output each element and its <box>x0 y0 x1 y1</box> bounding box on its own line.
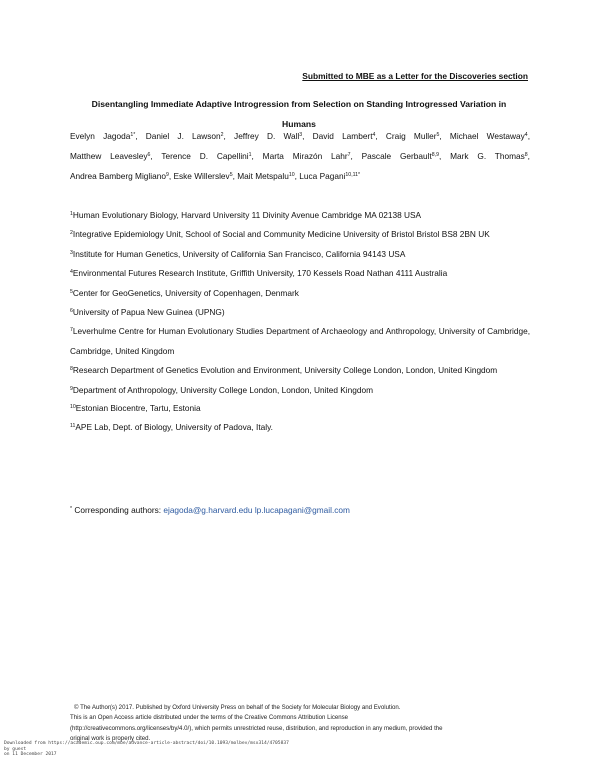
affiliation-number: 10 <box>70 404 76 411</box>
affiliation-number: 11 <box>70 422 76 429</box>
affiliation-text: Center for GeoGenetics, University of Copenhagen, Denmark <box>72 287 299 298</box>
author-affiliation-mark: 10,11* <box>345 172 361 178</box>
author-affiliation-mark: 1 <box>248 152 252 158</box>
email-link-2[interactable]: lp.lucapagani@gmail.com <box>252 505 350 515</box>
corresponding-authors <box>70 505 350 515</box>
affiliation-item <box>70 225 530 244</box>
affiliation-text: APE Lab, Dept. of Biology, University of Padova, Italy. <box>75 421 273 432</box>
title-line-1: Disentangling Immediate Adaptive Introgression from Selection on Standing Introgressed Variation in <box>91 99 507 109</box>
affiliation-item <box>70 399 530 418</box>
license-line-1: This is an Open Access article distributed under the terms of the Creative Commons Attribution License <box>70 714 349 722</box>
corresponding-mark: * <box>70 506 73 512</box>
affiliation-text: Research Department of Genetics Evolution and Environment, University College London, London, United Kingdom <box>72 365 498 376</box>
author-affiliation-mark: 10 <box>288 172 295 178</box>
affiliation-list <box>70 206 530 436</box>
author-affiliation-mark: 2 <box>220 132 224 138</box>
affiliation-text: University of Papua New Guinea (UPNG) <box>72 307 225 318</box>
author-name: Jeffrey D. Wall <box>234 131 300 141</box>
affiliation-number: 8 <box>70 366 73 373</box>
author-name: Craig Muller <box>385 131 437 141</box>
author-affiliation-mark: 9 <box>165 172 169 178</box>
affiliation-item <box>70 322 530 361</box>
affiliation-text: Integrative Epidemiology Unit, School of Social and Community Medicine University of Bristol Bristol BS8 2BN UK <box>72 229 490 240</box>
download-stamp-line-2: by guest <box>4 746 27 752</box>
affiliation-item <box>70 361 530 380</box>
author-name: Evelyn Jagoda <box>70 131 131 141</box>
download-stamp <box>4 741 289 758</box>
affiliation-text: Human Evolutionary Biology, Harvard University 11 Divinity Avenue Cambridge MA 02138 USA <box>72 210 422 220</box>
author-name: Pascale Gerbault <box>361 151 432 161</box>
author-affiliation-mark: 4 <box>372 132 376 138</box>
author-name: Matthew Leavesley <box>70 151 148 161</box>
author-line: Andrea Bamberg Migliano$^9$, Eske Willerslev$^5$, Mait Metspalu$^{10}$, Luca Pagani$^{10,11*}$ <box>70 171 361 181</box>
affiliation-item <box>70 284 530 303</box>
download-stamp-line-3: on 11 December 2017 <box>4 752 57 758</box>
affiliation-item <box>70 418 530 437</box>
affiliation-item <box>70 381 530 400</box>
author-name: Marta Mirazón Lahr <box>262 151 348 161</box>
email-link-1[interactable]: ejagoda@g.harvard.edu <box>163 505 253 515</box>
author-affiliation-mark: 4 <box>524 132 528 138</box>
affiliation-item <box>70 303 530 322</box>
affiliation-number: 4 <box>70 269 73 276</box>
affiliation-number: 1 <box>70 211 73 217</box>
author-name: Terence D. Capellini <box>161 151 249 161</box>
affiliation-number: 5 <box>70 288 73 295</box>
author-line: Matthew Leavesley$^6$, Terence D. Capellini$^1$, Marta Mirazón Lahr$^7$, Pascale Gerbault$^{8,9}$, Mark G. Thomas$^8$, <box>70 151 530 161</box>
author-affiliation-mark: 3 <box>299 132 303 138</box>
author-affiliation-mark: 6 <box>147 152 151 158</box>
author-name: Mait Metspalu <box>237 171 289 181</box>
author-name: Luca Pagani <box>299 171 346 181</box>
license-line-2: (http://creativecommons.org/licenses/by/4.0/), which permits unrestricted reuse, distribution, and reproduction in any medium, provided the <box>70 724 443 732</box>
affiliation-item <box>70 264 530 283</box>
author-name: David Lambert <box>312 131 373 141</box>
author-affiliation-mark: 5 <box>436 132 440 138</box>
author-name: Michael Westaway <box>449 131 525 141</box>
affiliation-number: 2 <box>70 230 73 237</box>
affiliation-text: Estonian Biocentre, Tartu, Estonia <box>75 403 201 414</box>
affiliation-item <box>70 245 530 264</box>
affiliation-text: Leverhulme Centre for Human Evolutionary Studies Department of Archaeology and Anthropology, University of Cambridge, Cambridge, United Kingdom <box>70 326 530 356</box>
affiliation-number: 9 <box>70 385 73 392</box>
affiliation-text: Institute for Human Genetics, University of California San Francisco, California 94143 USA <box>72 248 406 259</box>
author-name: Mark G. Thomas <box>450 151 525 161</box>
author-name: Andrea Bamberg Migliano <box>70 171 166 181</box>
affiliation-text: Department of Anthropology, University College London, London, United Kingdom <box>72 384 373 395</box>
author-list <box>70 126 530 186</box>
author-line: Evelyn Jagoda$^{1*}$, Daniel J. Lawson$^2$, Jeffrey D. Wall$^3$, David Lambert$^4$, Craig Muller$^5$, Michael Westaway$^4$, <box>70 131 530 141</box>
affiliation-item <box>70 206 530 225</box>
author-affiliation-mark: 8 <box>524 152 528 158</box>
author-affiliation-mark: 8,9 <box>431 152 440 158</box>
license-line-3: original work is properly cited. <box>70 735 151 743</box>
copyright-footer <box>70 703 530 745</box>
affiliation-number: 6 <box>70 308 73 315</box>
author-affiliation-mark: 5 <box>229 172 233 178</box>
title-line-2: Humans <box>282 119 316 129</box>
author-name: Eske Willerslev <box>173 171 230 181</box>
affiliation-number: 7 <box>70 327 73 334</box>
copyright-line: © The Author(s) 2017. Published by Oxford University Press on behalf of the Society for Molecular Biology and Evolution. <box>74 704 401 711</box>
corresponding-label: Corresponding authors: <box>72 505 164 515</box>
author-affiliation-mark: 7 <box>347 152 351 158</box>
affiliation-text: Environmental Futures Research Institute, Griffith University, 170 Kessels Road Nathan 4111 Australia <box>72 268 448 279</box>
download-stamp-line-1: Downloaded from https://academic.oup.com/mbe/advance-article-abstract/doi/10.1093/molbev/msx314/4705837 <box>4 741 289 746</box>
affiliation-number: 3 <box>70 249 73 256</box>
author-affiliation-mark: 1* <box>130 132 136 138</box>
submission-note: Submitted to MBE as a Letter for the Discoveries section <box>302 71 528 81</box>
author-name: Daniel J. Lawson <box>145 131 221 141</box>
